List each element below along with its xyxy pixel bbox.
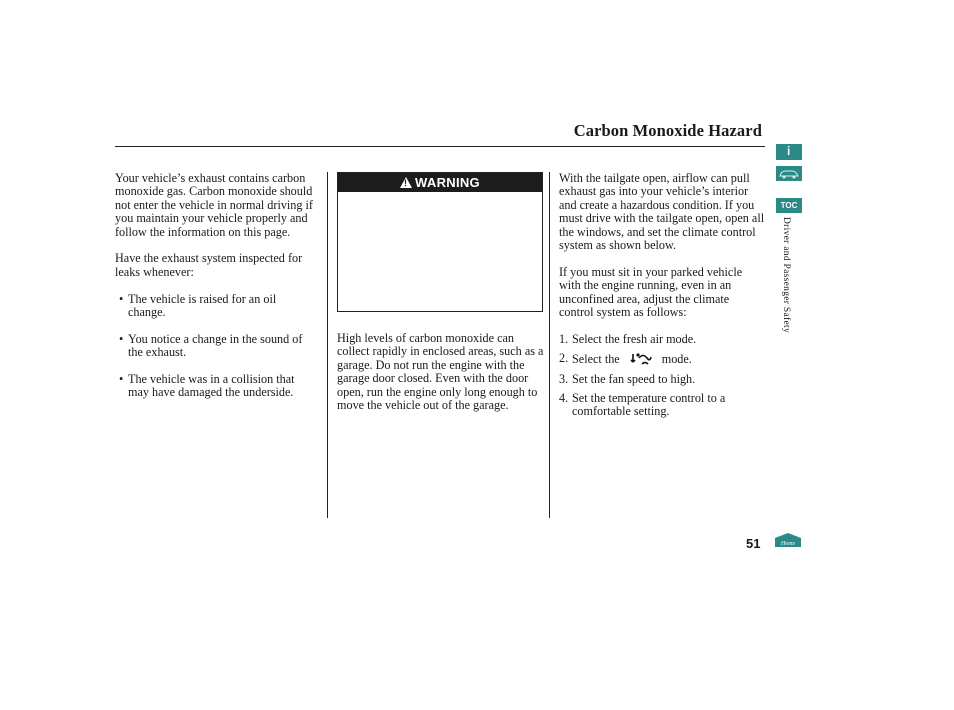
garage-paragraph: High levels of carbon monoxide can collect rapidly in enclosed areas, such as a garage. Do not run the engine with the garage door closed. Even with the door open, run the engine only long enough to move the vehicle out of the garage. — [337, 331, 544, 413]
warning-box — [337, 172, 543, 312]
middle-column — [337, 332, 545, 426]
warning-header — [338, 173, 542, 192]
column-divider-right — [549, 172, 550, 518]
step-4: 4. Set the temperature control to a comfortable setting. — [559, 391, 726, 419]
vehicle-icon — [776, 166, 802, 181]
warning-label: WARNING — [415, 175, 480, 190]
page-number: 51 — [746, 536, 761, 551]
toc-button[interactable]: TOC — [776, 198, 802, 213]
info-icon: i — [787, 144, 791, 158]
column-divider-left — [327, 172, 328, 518]
home-icon — [774, 532, 802, 548]
parked-paragraph: If you must sit in your parked vehicle with the engine running, even in an unconfined area, adjust the climate control system as follows: — [559, 264, 743, 320]
vent-mode-icon — [630, 352, 652, 366]
info-button[interactable] — [776, 144, 802, 160]
warning-triangle-icon — [400, 177, 412, 188]
svg-text:Home: Home — [780, 541, 796, 547]
bullet-exhaust-sound: • You notice a change in the sound of the exhaust. — [115, 333, 315, 360]
title-rule — [115, 146, 765, 147]
bullet-collision: • The vehicle was in a collision that may have damaged the underside. — [115, 373, 315, 400]
left-column — [115, 172, 315, 413]
climate-steps — [559, 333, 765, 419]
inspection-paragraph: Have the exhaust system inspected for leaks whenever: — [115, 251, 303, 279]
vehicle-button[interactable] — [776, 166, 802, 181]
right-column — [559, 172, 765, 425]
home-button[interactable] — [774, 532, 802, 548]
intro-paragraph: Your vehicle’s exhaust contains carbon monoxide gas. Carbon monoxide should not enter the vehicle in normal driving if you maintain your vehicle properly and follow the information on this page. — [115, 171, 313, 239]
step-1: 1. Select the fresh air mode. — [559, 331, 697, 346]
step-2: 2. Select the mode. — [559, 351, 692, 367]
page-title: Carbon Monoxide Hazard — [573, 121, 762, 140]
section-tab-label: Driver and Passenger Safety — [781, 217, 791, 333]
step-3: 3. Set the fan speed to high. — [559, 371, 696, 386]
tailgate-paragraph: With the tailgate open, airflow can pull exhaust gas into your vehicle’s interior and create a hazardous condition. If you must drive with the tailgate open, open all the windows, and set the climate control system as shown below. — [559, 171, 765, 253]
bullet-oil-change: • The vehicle is raised for an oil change. — [115, 293, 315, 320]
